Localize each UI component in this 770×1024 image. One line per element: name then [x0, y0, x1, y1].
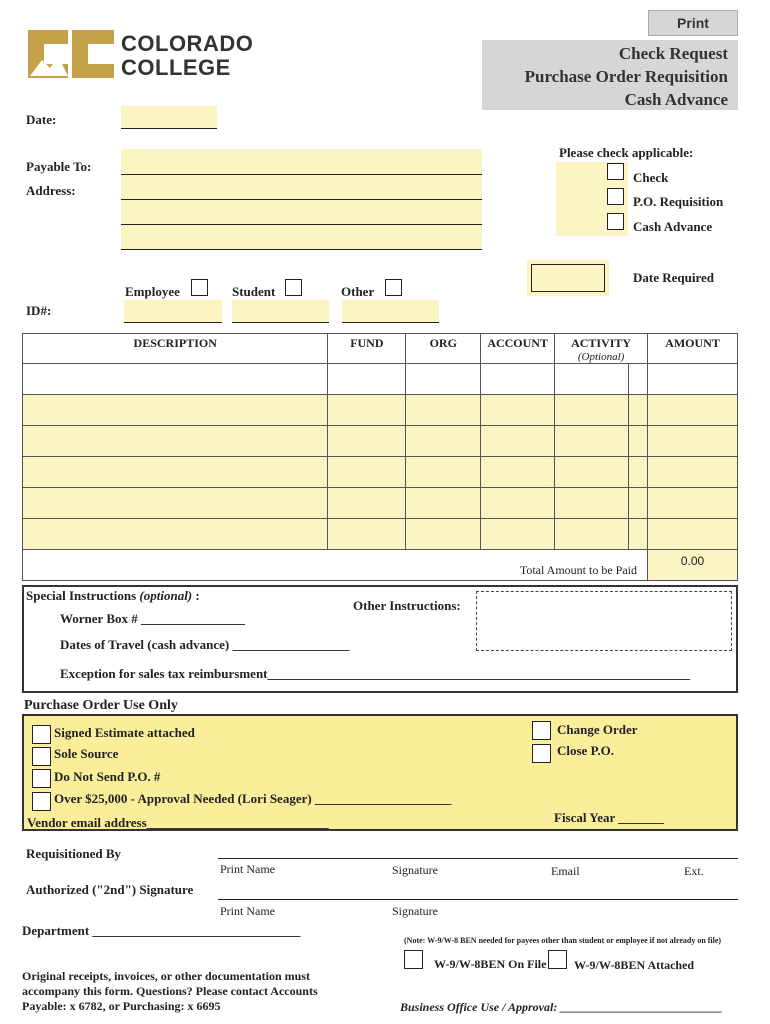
applicable-heading: Please check applicable:	[559, 145, 694, 160]
date-label: Date:	[26, 112, 57, 127]
do-not-send-checkbox[interactable]	[32, 769, 51, 788]
student-id-field[interactable]	[232, 300, 329, 323]
date-required-label: Date Required	[633, 270, 715, 285]
requisitioned-line[interactable]	[218, 858, 738, 859]
description-header: DESCRIPTION	[23, 334, 328, 364]
documentation-note: Original receipts, invoices, or other documentation must accompany this form. Questions? Please contact Accounts Payable: x 6782, or Purchasing: x 6695	[22, 969, 318, 1013]
worner-box-field[interactable]: Worner Box # ________________	[60, 611, 246, 626]
account-header: ACCOUNT	[481, 334, 555, 364]
line-items-table	[22, 333, 738, 581]
employee-checkbox[interactable]	[191, 279, 208, 296]
payable-address-field[interactable]	[121, 149, 482, 250]
w9-note: (Note: W-9/W-8 BEN needed for payees other than student or employee if not already on file)	[404, 936, 722, 945]
over-25000-checkbox[interactable]	[32, 792, 51, 811]
address-label: Address:	[26, 183, 76, 198]
college-logo-mark	[28, 30, 114, 78]
requisitioned-label: Requisitioned By	[26, 846, 121, 861]
other-instructions-label: Other Instructions:	[353, 598, 461, 613]
table-row	[23, 457, 738, 488]
amount-header: AMOUNT	[648, 334, 738, 364]
w9-on-file-label: W-9/W-8BEN On File	[434, 957, 547, 971]
travel-dates-field[interactable]: Dates of Travel (cash advance) __________________	[60, 637, 350, 652]
cash-advance-label: Cash Advance	[633, 219, 713, 234]
authorized-signature-label: Authorized ("2nd") Signature	[26, 882, 194, 897]
signed-estimate-label: Signed Estimate attached	[54, 725, 195, 740]
change-order-checkbox[interactable]	[532, 721, 551, 740]
activity-header: ACTIVITY (Optional)	[555, 334, 648, 364]
email-caption: Email	[551, 864, 580, 878]
change-order-label: Change Order	[557, 722, 638, 737]
college-logo-text: COLORADO COLLEGE	[121, 31, 254, 80]
special-instructions-heading: Special Instructions (optional) :	[26, 588, 200, 603]
po-heading: Purchase Order Use Only	[24, 698, 178, 713]
w9-on-file-checkbox[interactable]	[404, 950, 423, 969]
do-not-send-label: Do Not Send P.O. #	[54, 769, 161, 784]
sole-source-label: Sole Source	[54, 746, 119, 761]
check-label: Check	[633, 170, 669, 185]
over-25000-label: Over $25,000 - Approval Needed (Lori Seager) _____________________	[54, 791, 452, 806]
w9-attached-checkbox[interactable]	[548, 950, 567, 969]
po-box	[22, 714, 738, 831]
org-header: ORG	[406, 334, 481, 364]
payable-label: Payable To:	[26, 159, 92, 174]
vendor-email-field[interactable]: Vendor email address____________________________	[27, 815, 329, 830]
po-requisition-label: P.O. Requisition	[633, 194, 724, 209]
date-required-field[interactable]	[531, 264, 605, 292]
employee-label: Employee	[125, 284, 180, 299]
table-row	[23, 488, 738, 519]
student-checkbox[interactable]	[285, 279, 302, 296]
check-checkbox[interactable]	[607, 163, 624, 180]
cash-advance-checkbox[interactable]	[607, 213, 624, 230]
other-instructions-field[interactable]	[476, 591, 732, 651]
table-row	[23, 364, 738, 395]
authorized-line[interactable]	[218, 899, 738, 900]
sales-tax-exception-field[interactable]: Exception for sales tax reimbursment_________________________________________________________________	[60, 666, 690, 681]
signature-caption-2: Signature	[392, 904, 438, 918]
fiscal-year-field[interactable]: Fiscal Year _______	[554, 810, 664, 825]
po-requisition-checkbox[interactable]	[607, 188, 624, 205]
activity-optional-label: (Optional)	[577, 351, 625, 363]
special-instructions-box	[22, 585, 738, 693]
table-row	[23, 519, 738, 550]
other-checkbox[interactable]	[385, 279, 402, 296]
ext-caption: Ext.	[684, 864, 704, 878]
form-title: Check Request Purchase Order Requisition Cash Advance	[482, 40, 738, 110]
date-field[interactable]	[121, 106, 217, 129]
total-label: Total Amount to be Paid	[23, 550, 648, 581]
signed-estimate-checkbox[interactable]	[32, 725, 51, 744]
table-row	[23, 395, 738, 426]
other-label: Other	[341, 284, 375, 299]
print-name-caption-2: Print Name	[220, 904, 275, 918]
print-button[interactable]: Print	[648, 10, 738, 36]
employee-id-field[interactable]	[124, 300, 222, 323]
w9-attached-label: W-9/W-8BEN Attached	[574, 958, 695, 972]
id-label: ID#:	[26, 303, 52, 318]
sole-source-checkbox[interactable]	[32, 747, 51, 766]
student-label: Student	[232, 284, 276, 299]
close-po-label: Close P.O.	[557, 743, 614, 758]
business-office-approval[interactable]: Business Office Use / Approval: ___________________________	[400, 1000, 723, 1014]
other-id-field[interactable]	[342, 300, 439, 323]
signature-caption: Signature	[392, 863, 438, 877]
total-amount: 0.00	[648, 550, 738, 581]
fund-header: FUND	[328, 334, 406, 364]
close-po-checkbox[interactable]	[532, 744, 551, 763]
table-row	[23, 426, 738, 457]
department-field[interactable]: Department ________________________________	[22, 923, 301, 938]
print-name-caption: Print Name	[220, 862, 275, 876]
